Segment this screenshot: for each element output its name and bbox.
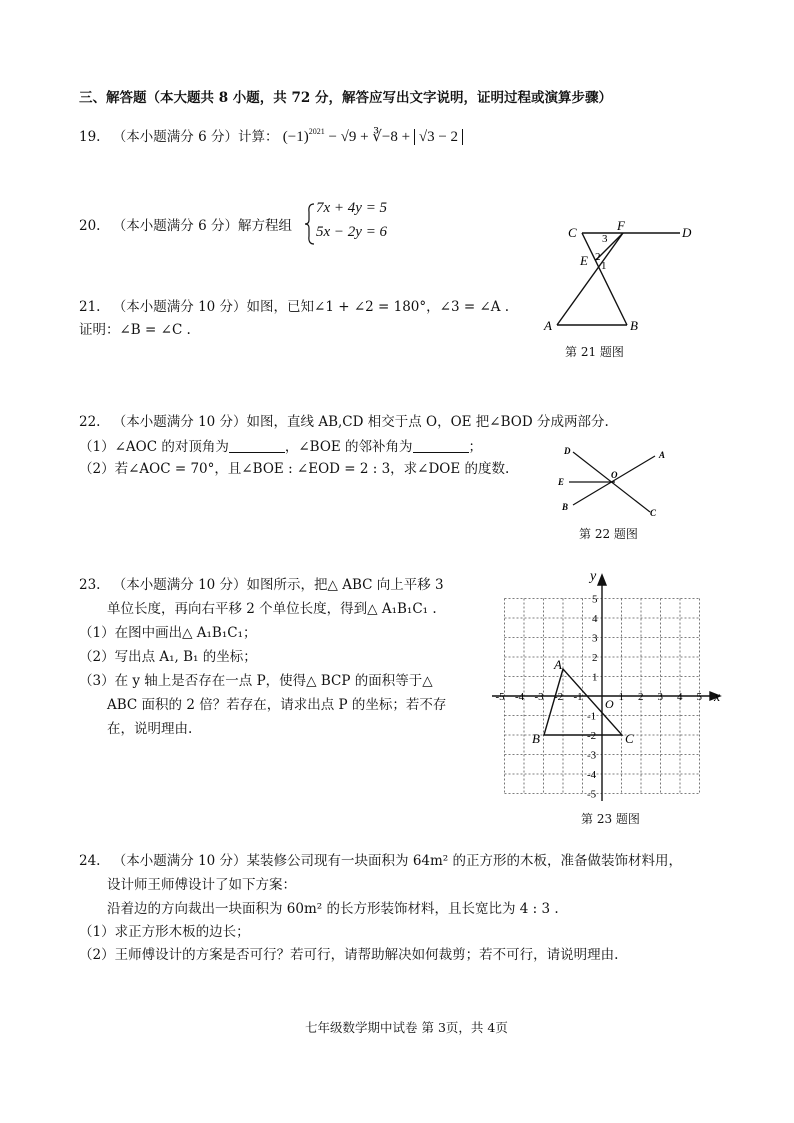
label-c: C — [650, 508, 657, 518]
q20-eq2: 5x − 2y = 6 — [316, 224, 388, 240]
label-e: E — [580, 253, 588, 268]
q22-line1: （本小题满分 10 分）如图，直线 AB,CD 相交于点 O，OE 把∠BOD 分成两部分. — [112, 414, 609, 430]
label-d: D — [682, 225, 692, 240]
x-tick-label: -3 — [534, 691, 544, 703]
q23-part3-line1: （3）在 y 轴上是否存在一点 P，使得△ BCP 的面积等于△ — [79, 673, 433, 689]
question-20 — [79, 216, 292, 236]
y-tick-label: -5 — [587, 788, 597, 801]
x-tick-label: 2 — [638, 691, 644, 703]
y-tick-label: 4 — [592, 613, 598, 625]
angle-2: 2 — [595, 251, 601, 263]
answer-blank-1[interactable] — [229, 438, 285, 453]
figure-22-caption: 第 22 题图 — [579, 527, 638, 541]
label-f: F — [617, 218, 625, 233]
q22-part1 — [79, 437, 482, 457]
x-tick-label: -5 — [495, 691, 505, 703]
section-heading: 三、解答题（本大题共 8 小题，共 72 分，解答应写出文字说明，证明过程或演算步骤） — [79, 90, 612, 106]
y-tick-label: 3 — [592, 632, 598, 645]
q20-prefix: （本小题满分 6 分）解方程组 — [112, 218, 292, 234]
q23-number: 23. — [79, 577, 101, 593]
figure-22 — [555, 440, 675, 520]
q24-line3: 沿着边的方向裁出一块面积为 60m² 的长方形装饰材料，且长宽比为 4 : 3 . — [107, 901, 559, 917]
brace-icon — [304, 202, 316, 246]
q22-part1-a: （1）∠AOC 的对顶角为 — [79, 439, 229, 455]
y-tick-label: -2 — [587, 730, 597, 742]
question-22 — [79, 412, 609, 432]
q20-eq1: 7x + 4y = 5 — [316, 200, 388, 216]
question-23 — [79, 575, 444, 595]
x-tick-label: 5 — [696, 691, 702, 703]
answer-blank-2[interactable] — [413, 438, 469, 453]
figure-21 — [530, 218, 710, 338]
q19-prefix: （本小题满分 6 分）计算： — [112, 129, 279, 145]
q23-part1: （1）在图中画出△ A₁B₁C₁； — [79, 625, 257, 641]
y-tick-label: 5 — [592, 593, 598, 606]
q24-part2: （2）王师傅设计的方案是否可行？若可行，请帮助解决如何裁剪；若不可行，请说明理由. — [79, 947, 619, 963]
q23-part2: （2）写出点 A₁, B₁ 的坐标； — [79, 649, 257, 665]
q21-line2: 证明：∠B = ∠C . — [79, 322, 191, 338]
q24-line1: （本小题满分 10 分）某装修公司现有一块面积为 64m² 的正方形的木板，准备做装饰材料用， — [112, 853, 683, 869]
y-axis-label: y — [590, 569, 597, 584]
line-ba — [573, 456, 655, 505]
x-tick-label: 1 — [618, 691, 624, 703]
q21-line1: （本小题满分 10 分）如图，已知∠1 + ∠2 = 180°，∠3 = ∠A . — [112, 299, 510, 315]
line-cb — [582, 233, 627, 325]
q23-line1: （本小题满分 10 分）如图所示，把△ ABC 向上平移 3 — [112, 577, 444, 593]
figure-23-caption: 第 23 题图 — [581, 812, 640, 826]
q22-part1-b: ，∠BOE 的邻补角为 — [284, 439, 413, 455]
q23-part3-line2: ABC 面积的 2 倍？若存在，请求出点 P 的坐标；若不存 — [107, 697, 447, 713]
label-c: C — [568, 225, 577, 240]
label-e: E — [558, 477, 565, 487]
x-tick-label: -4 — [515, 691, 525, 703]
q19-expression — [283, 129, 463, 145]
q19-abs: √3 − 2 — [414, 129, 463, 145]
point-c-label: C — [625, 731, 634, 746]
q24-line2: 设计师王师傅设计了如下方案： — [107, 877, 296, 893]
q21-number: 21. — [79, 299, 101, 315]
q24-part1: （1）求正方形木板的边长； — [79, 924, 250, 940]
label-a: A — [659, 450, 666, 460]
x-tick-label: -2 — [554, 691, 564, 703]
q22-number: 22. — [79, 414, 101, 430]
q19-terms: − √9 + ∛−8 + — [324, 129, 414, 145]
y-tick-label: -3 — [587, 749, 597, 762]
point-b-label: B — [532, 731, 540, 746]
question-21 — [79, 297, 509, 317]
q22-part1-c: ； — [468, 439, 483, 455]
angle-3: 3 — [602, 233, 608, 245]
label-b: B — [630, 318, 638, 333]
page-footer: 七年级数学期中试卷 第 3页，共 4页 — [305, 1020, 508, 1035]
question-19 — [79, 122, 463, 147]
label-b: B — [562, 502, 569, 512]
q19-base: (−1) — [282, 129, 309, 145]
x-tick-label: 4 — [677, 691, 683, 703]
y-axis-arrow-icon — [598, 575, 606, 585]
y-tick-label: 1 — [592, 671, 598, 684]
point-a-label: A — [554, 657, 562, 672]
angle-1: 1 — [601, 260, 607, 272]
x-axis-label: x — [714, 690, 721, 705]
x-tick-label: -1 — [573, 691, 583, 703]
q24-number: 24. — [79, 853, 101, 869]
figure-21-caption: 第 21 题图 — [565, 345, 624, 359]
y-tick-label: -4 — [587, 769, 597, 781]
q23-line2: 单位长度，再向右平移 2 个单位长度，得到△ A₁B₁C₁ . — [107, 601, 437, 617]
line-af — [557, 233, 623, 325]
figure-23 — [488, 565, 728, 810]
q22-part2: （2）若∠AOC = 70°，且∠BOE : ∠EOD = 2 : 3，求∠DOE 的度数. — [79, 461, 510, 477]
y-tick-label: 2 — [592, 652, 598, 664]
question-24 — [79, 851, 682, 871]
label-a: A — [544, 318, 552, 333]
origin-label: O — [605, 697, 614, 711]
q19-exponent: 2021 — [308, 127, 325, 136]
label-o: O — [611, 470, 618, 480]
label-d: D — [564, 446, 571, 456]
q23-part3-line3: 在，说明理由. — [107, 721, 193, 737]
x-tick-label: 3 — [657, 691, 663, 703]
q19-number: 19. — [79, 129, 101, 145]
y-tick-label: -1 — [587, 710, 597, 723]
q20-number: 20. — [79, 218, 101, 234]
